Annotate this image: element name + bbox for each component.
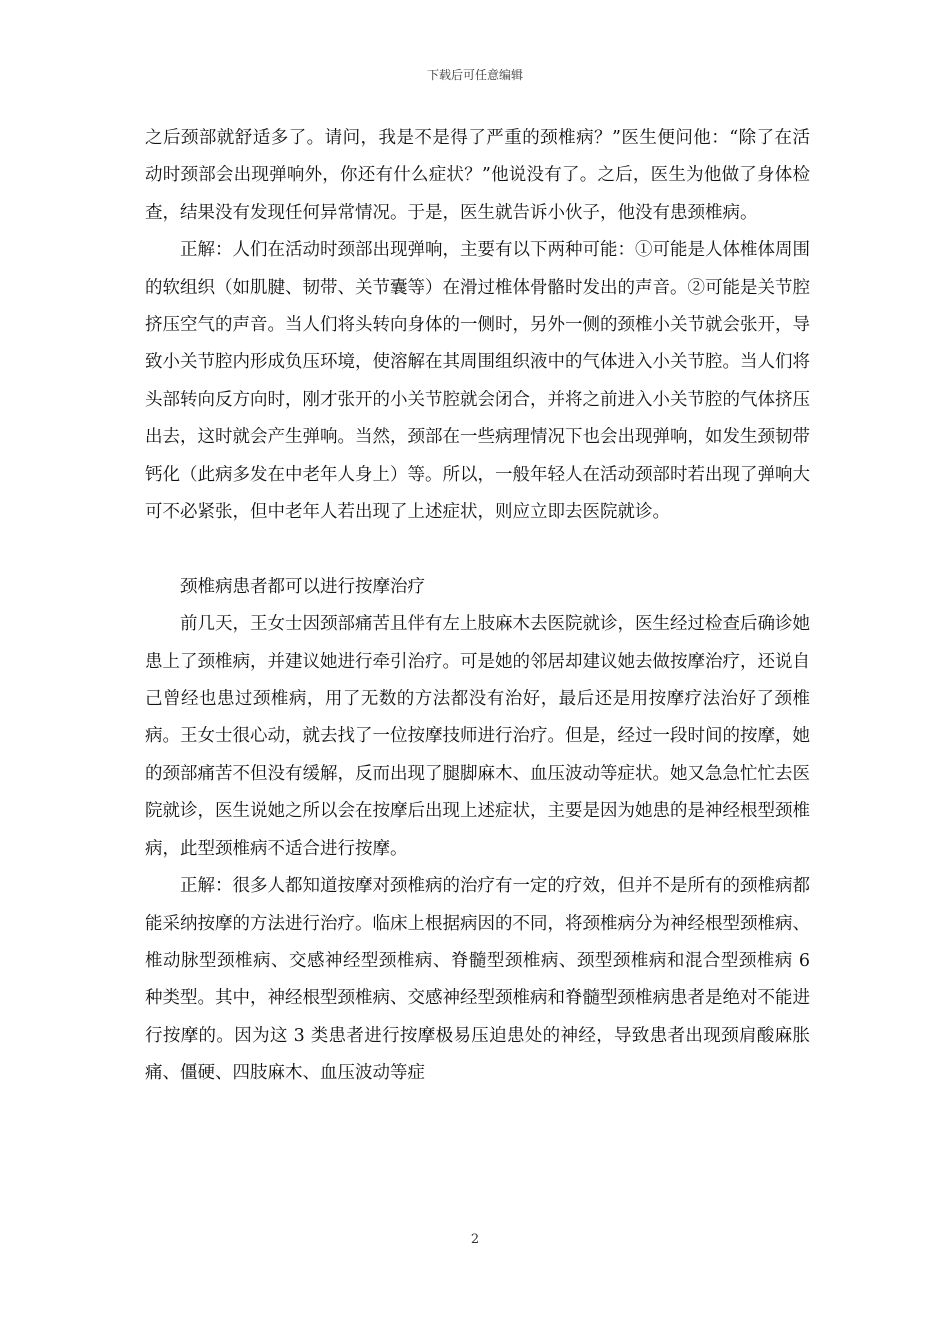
paragraph: 正解：很多人都知道按摩对颈椎病的治疗有一定的疗效，但并不是所有的颈椎病都能采纳按摩的方法进行治疗。临床上根据病因的不同，将颈椎病分为神经根型颈椎病、椎动脉型颈椎病、交感神经型颈椎病、脊髓型颈椎病、颈型颈椎病和混合型颈椎病 6 种类型。其中，神经根型颈椎病、交感神经型颈椎病和脊髓型颈椎病患者是绝对不能进行按摩的。因为这 3 类患者进行按摩极易压迫患处的神经，导致患者出现颈肩酸麻胀痛、僵硬、四肢麻木、血压波动等症 — [145, 876, 810, 1084]
page-header: 下载后可任意编辑 — [426, 68, 523, 82]
page-number: 2 — [470, 1232, 480, 1247]
paragraph: 正解：人们在活动时颈部出现弹响，主要有以下两种可能：①可能是人体椎体周围的软组织（如肌腱、韧带、关节囊等）在滑过椎体骨骼时发出的声音。②可能是关节腔挤压空气的声音。当人们将头转向身体的一侧时，另外一侧的颈椎小关节就会张开，导致小关节腔内形成负压环境，使溶解在其周围组织液中的气体进入小关节腔。当人们将头部转向反方向时，刚才张开的小关节腔就会闭合，并将之前进入小关节腔的气体挤压出去，这时就会产生弹响。当然，颈部在一些病理情况下也会出现弹响，如发生颈韧带钙化（此病多发在中老年人身上）等。所以，一般年轻人在活动颈部时若出现了弹响大可不必紧张，但中老年人若出现了上述症状，则应立即去医院就诊。 — [145, 240, 810, 523]
section-title: 颈椎病患者都可以进行按摩治疗 — [180, 576, 425, 597]
paragraph: 前几天，王女士因颈部痛苦且伴有左上肢麻木去医院就诊，医生经过检查后确诊她患上了颈椎病，并建议她进行牵引治疗。可是她的邻居却建议她去做按摩治疗，还说自己曾经也患过颈椎病，用了无数的方法都没有治好，最后还是用按摩疗法治好了颈椎病。王女士很心动，就去找了一位按摩技师进行治疗。但是，经过一段时间的按摩，她的颈部痛苦不但没有缓解，反而出现了腿脚麻木、血压波动等症状。她又急急忙忙去医院就诊，医生说她之所以会在按摩后出现上述症状，主要是因为她患的是神经根型颈椎病，此型颈椎病不适合进行按摩。 — [145, 614, 810, 859]
paragraph: 之后颈部就舒适多了。请问，我是不是得了严重的颈椎病？”医生便问他：“除了在活动时颈部会出现弹响外，你还有什么症状？”他说没有了。之后，医生为他做了身体检查，结果没有发现任何异常情况。于是，医生就告诉小伙子，他没有患颈椎病。 — [145, 128, 810, 223]
paragraph-gap — [145, 531, 810, 568]
document-body — [145, 120, 810, 1093]
